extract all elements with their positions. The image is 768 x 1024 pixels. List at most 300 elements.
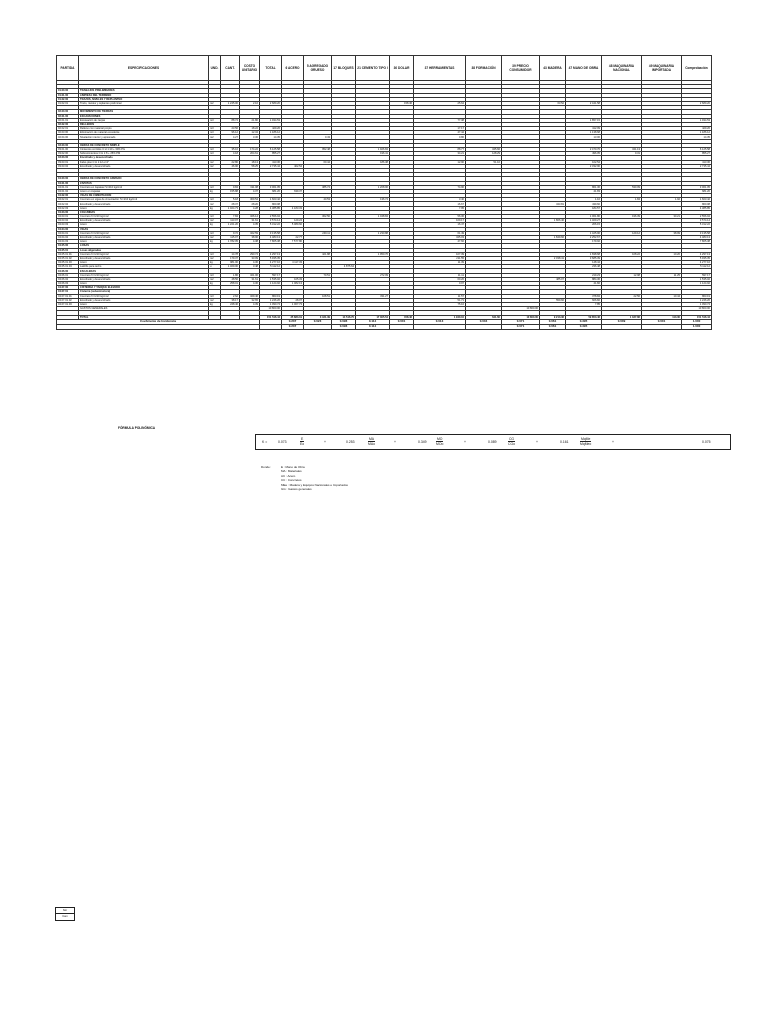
table-cell: 2 689.20 (682, 101, 712, 105)
column-header: 39 PRECIO CONSUMIDOR (502, 56, 540, 81)
table-cell: 5 112.12 (682, 265, 712, 269)
table-cell: m2 (209, 202, 221, 206)
column-header: 47 MANO DE OBRA (566, 56, 602, 81)
table-cell: 0.071 (502, 324, 540, 329)
table-cell: 02.02.00 (57, 122, 79, 126)
table-cell: 0.009 (602, 319, 642, 324)
formula-title: FÓRMULA POLINÓMICA (118, 426, 156, 430)
table-cell: 04.02.00 (57, 194, 79, 198)
table-cell: 04.07.01.02 (57, 298, 79, 302)
table-cell: 04.03.01 (57, 215, 79, 219)
table-cell: 639.37 (282, 189, 304, 193)
table-cell: 1 603.42 (682, 198, 712, 202)
table-cell: 362.50 (304, 215, 332, 219)
table-cell: 04.02.02 (57, 202, 79, 206)
table-cell: 38.96 (240, 235, 260, 239)
formula-term: + (612, 440, 614, 444)
table-cell: 11.39 (414, 261, 466, 265)
table-cell: 7.85 (566, 302, 602, 306)
table-cell: 04.07.01 (57, 290, 79, 294)
table-cell: 02.03.00 (57, 131, 79, 135)
table-cell: 326.14 (240, 215, 260, 219)
table-cell: Losas aligeradas (79, 248, 209, 252)
table-cell: kg (209, 261, 221, 265)
table-cell: 35 883.19 (282, 315, 304, 319)
table-cell: 04.03.03 (57, 223, 79, 227)
table-cell: Cisterna (subestructura) (79, 290, 209, 294)
table-cell: 1 857.15 (566, 118, 602, 122)
table-cell: 2 556.94 (682, 215, 712, 219)
table-cell: Acero (79, 302, 209, 306)
table-cell: 158.46 (390, 315, 414, 319)
table-cell: 204.61 (240, 152, 260, 156)
table-cell: 4.36 (240, 282, 260, 286)
table-cell: 1 221.20 (221, 223, 240, 227)
table-cell: 59 853.46 (566, 315, 602, 319)
table-cell: 1.92 (642, 198, 682, 202)
table-cell: 3 135.58 (682, 231, 712, 235)
table-cell: 3 061.05 (682, 185, 712, 189)
table-cell: 04.02.03 (57, 206, 79, 210)
table-cell: m2 (209, 135, 221, 139)
column-header: 48 MAQUINARIA NACIONAL (602, 56, 642, 81)
table-cell: 211.55 (414, 256, 466, 260)
column-header: ESPECIFICACIONES (79, 56, 209, 81)
table-cell: Concreto en vigas de cimentación f'c=210 kg/cm2 (79, 198, 209, 202)
table-cell: 1 186.12 (682, 131, 712, 135)
table-cell: Encofrado y desencofrado (79, 202, 209, 206)
table-cell: Concreto f'c=210 kg/cm2 (79, 273, 209, 277)
table-cell: 4 183.33 (282, 206, 304, 210)
formula-term: 0.073 (278, 440, 287, 444)
table-cell: 4.28 (240, 206, 260, 210)
table-cell: Eliminación de material excedente (79, 131, 209, 135)
table-cell: 345.03 (414, 235, 466, 239)
table-cell: 04.06.03 (57, 282, 79, 286)
table-cell: 04.04.00 (57, 227, 79, 231)
table-cell: 4 297.13 (260, 252, 282, 256)
column-header: 21 CEMENTO TIPO I (356, 56, 390, 81)
legend-item: CC : Concretos (281, 478, 302, 483)
table-cell: 0.071 (502, 319, 540, 324)
table-cell: 331.27 (356, 294, 390, 298)
table-cell: 343.81 (540, 202, 566, 206)
table-cell: 0.31 (602, 152, 642, 156)
formula-fraction (368, 437, 375, 446)
table-cell: Encofrado y desencofrado (79, 277, 209, 281)
table-cell: 9.72 (221, 231, 240, 235)
table-cell: 21.80 (240, 118, 260, 122)
stamp-bottom: Cam (62, 915, 68, 918)
table-cell: 88.77 (414, 148, 466, 152)
table-cell: 4 385.85 (682, 206, 712, 210)
table-cell: 2 556.94 (260, 215, 282, 219)
table-cell: 13.06 (566, 135, 602, 139)
table-cell: 1 186.12 (260, 131, 282, 135)
table-cell: 16.47 (414, 223, 466, 227)
table-cell: m3 (209, 118, 221, 122)
table-cell: VIGAS (79, 227, 209, 231)
table-cell: Acero (79, 261, 209, 265)
table-cell: 2 332.90 (566, 164, 602, 168)
table-cell: 105.33 (282, 277, 304, 281)
table-cell: 1.10 (566, 198, 602, 202)
table-cell: 63.52 (540, 101, 566, 105)
table-cell: 1 090.74 (682, 302, 712, 306)
table-cell: 4.35 (240, 223, 260, 227)
table-cell: ZAPATAS (79, 181, 209, 185)
table-cell: Concreto f'c=210 kg/cm2 (79, 215, 209, 219)
table-cell: 641.60 (466, 315, 502, 319)
legend-item: MEe : Madera y Equipos Nacionales e Importados (281, 482, 348, 487)
legend-list (261, 465, 348, 491)
table-cell: 115.07 (221, 235, 240, 239)
fraction-denominator: CGo (508, 442, 515, 446)
table-cell: 10 800.00 (502, 307, 540, 311)
table-cell: 0.001 (642, 319, 682, 324)
table-cell: Coeficiente de Incidencia (57, 319, 260, 324)
table-cell: 1 208.96 (356, 185, 390, 189)
corner-stamp (55, 907, 75, 921)
table-cell: 14 516.70 (332, 315, 356, 319)
table-cell (390, 324, 414, 329)
column-header: 49 MAQUINARIA IMPORTADA (642, 56, 682, 81)
formula-term: + (394, 440, 396, 444)
table-cell: 51.71 (414, 298, 466, 302)
table-cell: 1 603.42 (260, 198, 282, 202)
table-cell: 151 516.44 (682, 315, 712, 319)
table-cell: 2 441.58 (566, 101, 602, 105)
table-cell: 96.12 (221, 131, 240, 135)
table-cell: m3 (209, 252, 221, 256)
table-cell: m3 (209, 148, 221, 152)
table-cell: 0.395 (566, 324, 602, 329)
table-cell: 58.25 (240, 164, 260, 168)
table-cell: m3 (209, 231, 221, 235)
table-cell: 4.38 (240, 240, 260, 244)
table-cell (260, 324, 282, 329)
table-cell: kg (209, 223, 221, 227)
table-cell: 1 950.76 (356, 252, 390, 256)
table-cell: 148.44 (566, 261, 602, 265)
table-cell: 04.07.01.01 (57, 294, 79, 298)
table-cell: 7 805.38 (260, 240, 282, 244)
table-cell: 10 800.00 (502, 315, 540, 319)
table-cell: GASTOS GENERALES (79, 307, 209, 311)
formula-term: + (536, 440, 538, 444)
table-cell: 329.46 (240, 294, 260, 298)
table-cell: 03.02.00 (57, 152, 79, 156)
table-cell: 04.05.01.01 (57, 252, 79, 256)
stamp-top: Nor (56, 908, 74, 914)
table-cell: 108.22 (602, 252, 642, 256)
table-cell: m3 (209, 152, 221, 156)
table-cell: 1 024.73 (221, 206, 240, 210)
table-cell: 0.013 (414, 319, 466, 324)
table-cell: 1 469.00 (221, 265, 240, 269)
table-cell: 2.16 (240, 101, 260, 105)
formula-term: K = (262, 440, 268, 444)
table-cell: 01.02.01 (57, 101, 79, 105)
table-cell: 151 516.44 (260, 315, 282, 319)
formula-fraction (300, 437, 304, 446)
fraction-numerator: MA (368, 437, 375, 441)
table-cell: 23.56 (221, 127, 240, 131)
table-cell: 22.56 (602, 294, 642, 298)
table-cell: 47.44 (414, 131, 466, 135)
table-cell: 102.54 (566, 160, 602, 164)
table-cell: 4 875.64 (332, 265, 356, 269)
table-cell: 04.05.01.02 (57, 256, 79, 260)
table-cell: 186.38 (356, 160, 390, 164)
table-cell: ESCALERAS (79, 269, 209, 273)
table-cell: 429.26 (260, 127, 282, 131)
table-cell: 3 685.39 (566, 256, 602, 260)
table-cell: 30.21 (642, 215, 682, 219)
table-cell: 0.114 (356, 319, 390, 324)
table-cell: m3 (209, 185, 221, 189)
table-cell: 597.17 (682, 273, 712, 277)
column-header: 6 ACERO (282, 56, 304, 81)
table-cell: TRAZOS, NIVELES Y REPLANTEO (79, 97, 209, 101)
table-cell: 60.26 (414, 277, 466, 281)
table-cell: 129.24 (282, 219, 304, 223)
table-cell: 14.35 (682, 135, 712, 139)
table-cell: 11.11 (414, 273, 466, 277)
table-cell: Relleno con material propio (79, 127, 209, 131)
table-cell: 3 421.39 (304, 315, 332, 319)
formula-fraction (508, 437, 515, 446)
table-cell: 04.01.00 (57, 181, 79, 185)
table-cell: 413.36 (260, 160, 282, 164)
column-header: Comprobación (682, 56, 712, 81)
table-cell: 32.65 (240, 298, 260, 302)
column-header: PARTIDA (57, 56, 79, 81)
table-cell: 0.237 (282, 324, 304, 329)
fraction-denominator: Eo (300, 442, 305, 446)
table-cell: 1 934.53 (260, 118, 282, 122)
table-cell: 4.37 (240, 189, 260, 193)
table-cell: 4 483.13 (260, 235, 282, 239)
table-cell: 219.23 (566, 273, 602, 277)
table-cell: 1.86 (221, 273, 240, 277)
table-cell: OBRAS DE CONCRETO ARMADO (79, 177, 209, 181)
table-cell: 128.29 (466, 152, 502, 156)
table-cell: 02.01.00 (57, 114, 79, 118)
table-cell: 2 038.41 (540, 256, 566, 260)
table-cell: 1 246.26 (260, 298, 282, 302)
table-cell: 321.06 (240, 273, 260, 277)
table-cell: 9 213.36 (540, 315, 566, 319)
table-cell: 0.97 (414, 282, 466, 286)
table-cell: 04.07.00 (57, 286, 79, 290)
table-cell: 5 935.35 (682, 256, 712, 260)
table-cell: 413.36 (682, 160, 712, 164)
table-cell: Concreto en zapatas f'c=210 kg/cm2 (79, 185, 209, 189)
table-cell: 3 061.05 (260, 185, 282, 189)
table-cell: 60.44 (304, 160, 332, 164)
table-cell (602, 324, 642, 329)
table-cell: 1 535.02 (260, 277, 282, 281)
table-cell: 04.06.02 (57, 277, 79, 281)
formula-legend (261, 465, 348, 491)
table-cell: 1 926.84 (356, 148, 390, 152)
table-cell: 47.66 (414, 240, 466, 244)
table-cell: 04.00.00 (57, 177, 79, 181)
formula-term: + (324, 440, 326, 444)
table-cell: 28.20 (240, 202, 260, 206)
table-cell: 6 125.58 (682, 148, 712, 152)
table-cell: OBRAS DE CONCRETO SIMPLE (79, 143, 209, 147)
table-cell: 681.20 (682, 189, 712, 193)
column-header: UND. (209, 56, 221, 81)
table-cell: 0.004 (466, 319, 502, 324)
table-cell: 4 483.13 (682, 235, 712, 239)
table-cell: 01.02.00 (57, 97, 79, 101)
table-cell: 4.18 (221, 152, 240, 156)
formula-fraction (436, 437, 443, 446)
table-cell: 14.35 (260, 135, 282, 139)
table-cell: 33.09 (240, 256, 260, 260)
formula-fraction (580, 437, 591, 446)
table-cell: 863.19 (682, 294, 712, 298)
table-cell: 155.88 (221, 189, 240, 193)
table-cell: 174.22 (240, 148, 260, 152)
column-header: 30 DOLAR (390, 56, 414, 81)
table-cell: 18.22 (240, 127, 260, 131)
table-cell: 0.061 (540, 319, 566, 324)
table-cell: m2 (209, 160, 221, 164)
table-cell: 7 805.38 (682, 240, 712, 244)
table-cell: 2 470.70 (566, 148, 602, 152)
table-cell: 236.48 (566, 265, 602, 269)
table-cell: 1 138.68 (566, 131, 602, 135)
table-cell: 2.62 (221, 294, 240, 298)
table-cell: 04.05.01 (57, 248, 79, 252)
table-cell: 03.01.00 (57, 148, 79, 152)
table-cell: Acero (79, 206, 209, 210)
column-header: TOTAL (260, 56, 282, 81)
table-cell: 169.17 (414, 219, 466, 223)
formula-term: 0.089 (488, 440, 497, 444)
table-cell: 11.57 (414, 294, 466, 298)
table-cell: 952.48 (304, 148, 332, 152)
table-cell: Ladrillo para techo (79, 265, 209, 269)
table-cell: m2 (209, 235, 221, 239)
table-cell: 290.74 (240, 252, 260, 256)
table-body (57, 81, 712, 330)
table-cell: 4 277.16 (260, 261, 282, 265)
table-cell: 248.46 (221, 302, 240, 306)
table-cell: COLUMNAS (79, 210, 209, 214)
table-cell: 3.48 (240, 265, 260, 269)
table-cell: kg (209, 240, 221, 244)
table-cell: 309.54 (240, 198, 260, 202)
table-cell: 3.40 (414, 198, 466, 202)
table-cell: Trazo, niveles y replanteo preliminar (79, 101, 209, 105)
table-cell: 3 574.14 (682, 219, 712, 223)
table-cell: 559.66 (540, 298, 566, 302)
table-cell: kg (209, 189, 221, 193)
table-cell: Nivelación interior y apisonado (79, 135, 209, 139)
table-cell: 5 089.60 (282, 223, 304, 227)
table-cell: 4 385.85 (260, 206, 282, 210)
table-cell: 1 698.68 (566, 252, 602, 256)
table-cell: CISTERNA Y TANQUE ELEVADO (79, 286, 209, 290)
table-cell: 1 230.88 (356, 231, 390, 235)
column-header: 37 HERRAMIENTAS (414, 56, 466, 81)
table-cell: 530.09 (602, 185, 642, 189)
table-cell: 136.74 (356, 198, 390, 202)
table-cell: 48.56 (221, 277, 240, 281)
table-cell: 38.99 (642, 231, 682, 235)
table-cell: 3.36 (240, 135, 260, 139)
fraction-numerator: MO (436, 437, 443, 441)
table-cell: 02.00.00 (57, 110, 79, 114)
table-cell: 77.38 (414, 118, 466, 122)
table-cell: m3 (209, 131, 221, 135)
table-cell: m3 (209, 198, 221, 202)
table-cell: 1 090.74 (260, 302, 282, 306)
table-cell (642, 324, 682, 329)
fraction-numerator: E (300, 437, 304, 441)
table-cell: m2 (209, 277, 221, 281)
table-cell: 378.84 (566, 294, 602, 298)
table-cell: 35.16 (221, 148, 240, 152)
table-cell: Acero en zapatas (79, 189, 209, 193)
table-cell: 2 252.67 (566, 235, 602, 239)
table-cell: 681.20 (260, 189, 282, 193)
table-cell: VIGAS DE CIMENTACIÓN (79, 194, 209, 198)
table-cell: Sobrecimientos C:H 1:8 + 25% PM (79, 152, 209, 156)
table-cell: 04.05.01.04 (57, 265, 79, 269)
legend-item: MA : Materiales (281, 469, 302, 474)
table-cell: 04.06.01 (57, 273, 79, 277)
table-cell: 31.61 (240, 219, 260, 223)
table-cell: 9.84 (221, 185, 240, 189)
table-cell: 5 312.22 (682, 223, 712, 227)
table-cell: 46.96 (221, 164, 240, 168)
table-cell: 0.061 (540, 324, 566, 329)
table-cell: 1 245.00 (221, 101, 240, 105)
table-cell: 12.34 (240, 131, 260, 135)
table-cell: Concreto f'c=210 kg/cm2 (79, 231, 209, 235)
table-cell: 272.09 (356, 273, 390, 277)
table-cell: 61.49 (414, 231, 466, 235)
table-cell: 1 124.92 (682, 282, 712, 286)
table-cell: Encofrado y desencofrado (79, 219, 209, 223)
table-cell: Excavación de zanjas (79, 118, 209, 122)
table-cell: m3 (209, 273, 221, 277)
column-header: 5 AGREGADO GRUESO (304, 56, 332, 81)
column-header: CANT. (221, 56, 240, 81)
table-cell: 04.05.00 (57, 244, 79, 248)
table-cell: 56.36 (414, 215, 466, 219)
polynomial-formula (255, 434, 731, 450)
table-cell: 1 866.46 (540, 219, 566, 223)
table-cell: 4.36 (240, 261, 260, 265)
table-cell: 412.09 (566, 127, 602, 131)
table-cell: 04.04.02 (57, 235, 79, 239)
table-cell: 5 112.12 (260, 265, 282, 269)
table-cell: 4 117.33 (282, 261, 304, 265)
formula-term: + (464, 440, 466, 444)
cost-breakdown-table (56, 55, 712, 330)
table-cell: 861.36 (566, 185, 602, 189)
table-cell: 1.000 (682, 319, 712, 324)
table-cell: 606.82 (566, 298, 602, 302)
table-cell (304, 324, 332, 329)
